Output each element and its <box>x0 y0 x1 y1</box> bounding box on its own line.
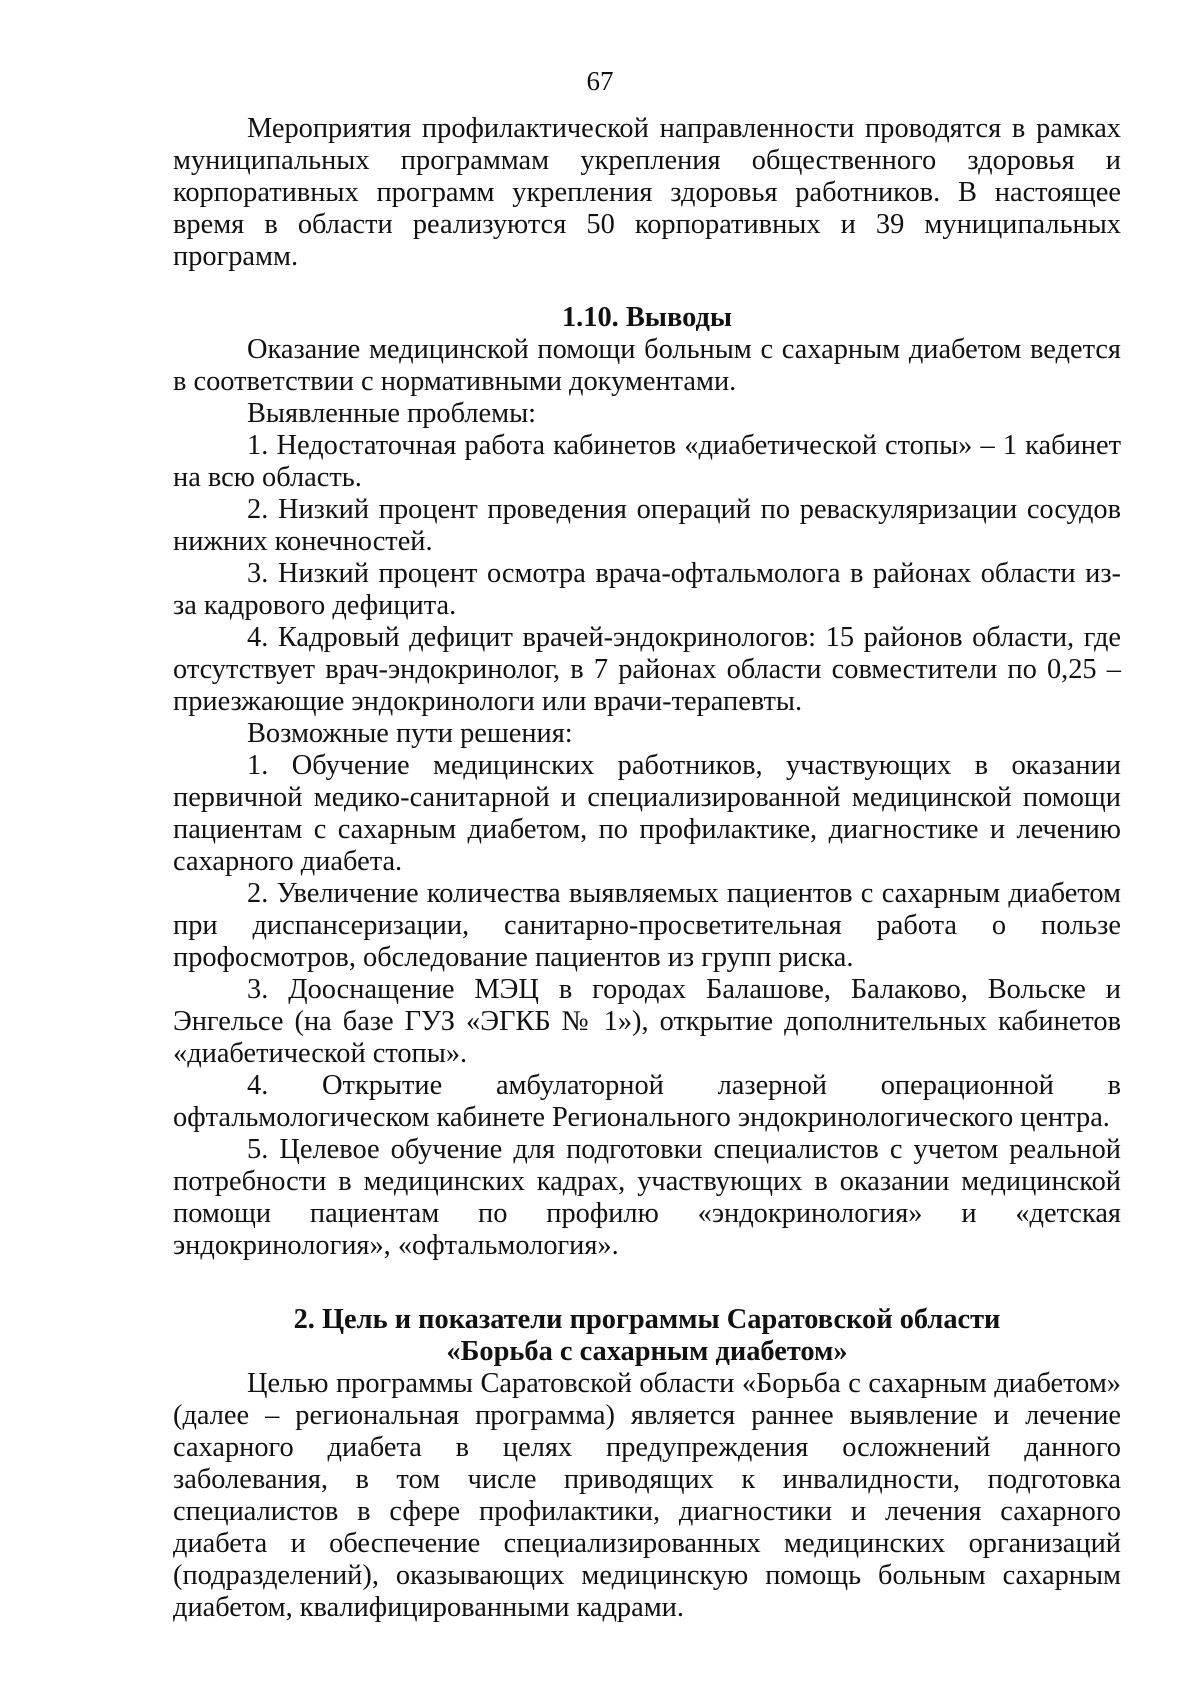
page-content <box>173 113 1121 1624</box>
solution-item-1: 1. Обучение медицинских работников, участвующих в оказании первичной медико-санитарной и специализированной медицинской помощи пациентам с сахарным диабетом, по профилактике, диагностике и лечению сахарного диабета. <box>173 750 1121 877</box>
problems-label: Выявленные проблемы: <box>247 398 537 429</box>
page-number: 67 <box>586 66 614 96</box>
section-heading-line-2: «Борьба с сахарным диабетом» <box>446 1336 848 1367</box>
section-heading-line-1: 2. Цель и показатели программы Саратовской области <box>293 1304 1001 1335</box>
solution-item-2: 2. Увеличение количества выявляемых пациентов с сахарным диабетом при диспансеризации, санитарно-просветительная работа о пользе профосмотров, обследование пациентов из групп риска. <box>173 878 1121 973</box>
problem-item-4: 4. Кадровый дефицит врачей-эндокринологов: 15 районов области, где отсутствует врач-эндокринолог, в 7 районах области совместители по 0,25 – приезжающие эндокринологи или врачи-терапевты. <box>173 622 1121 717</box>
problem-item-3: 3. Низкий процент осмотра врача-офтальмолога в районах области из-за кадрового дефицита. <box>173 558 1121 621</box>
conclusions-paragraph: Оказание медицинской помощи больным с сахарным диабетом ведется в соответствии с нормативными документами. <box>173 334 1121 397</box>
section-heading-conclusions: 1.10. Выводы <box>561 302 733 333</box>
program-goal-paragraph: Целью программы Саратовской области «Борьба с сахарным диабетом» (далее – региональная программа) является раннее выявление и лечение сахарного диабета в целях предупреждения осложнений данного заболевания, в том числе приводящих к инвалидности, подготовка специалистов в сфере профилактики, диагностики и лечения сахарного диабета и обеспечение специализированных медицинских организаций (подразделений), оказывающих медицинскую помощь больным сахарным диабетом, квалифицированными кадрами. <box>173 1368 1121 1623</box>
problem-item-2: 2. Низкий процент проведения операций по реваскуляризации сосудов нижних конечностей. <box>173 494 1121 557</box>
solutions-label: Возможные пути решения: <box>247 718 573 749</box>
section-heading-program-goal <box>173 1304 1121 1368</box>
solution-item-5: 5. Целевое обучение для подготовки специалистов с учетом реальной потребности в медицинских кадрах, участвующих в оказании медицинской помощи пациентам по профилю «эндокринология» и «детская эндокринология», «офтальмология». <box>173 1134 1121 1261</box>
solution-item-3: 3. Дооснащение МЭЦ в городах Балашове, Балаково, Вольске и Энгельсе (на базе ГУЗ «ЭГКБ № 1»), открытие дополнительных кабинетов «диабетической стопы». <box>173 974 1121 1069</box>
problem-item-1: 1. Недостаточная работа кабинетов «диабетической стопы» – 1 кабинет на всю область. <box>173 430 1121 493</box>
intro-paragraph: Мероприятия профилактической направленности проводятся в рамках муниципальных программам укрепления общественного здоровья и корпоративных программ укрепления здоровья работников. В настоящее время в области реализуются 50 корпоративных и 39 муниципальных программ. <box>173 113 1121 272</box>
solution-item-4: 4. Открытие амбулаторной лазерной операционной в офтальмологическом кабинете Регионального эндокринологического центра. <box>173 1070 1121 1133</box>
